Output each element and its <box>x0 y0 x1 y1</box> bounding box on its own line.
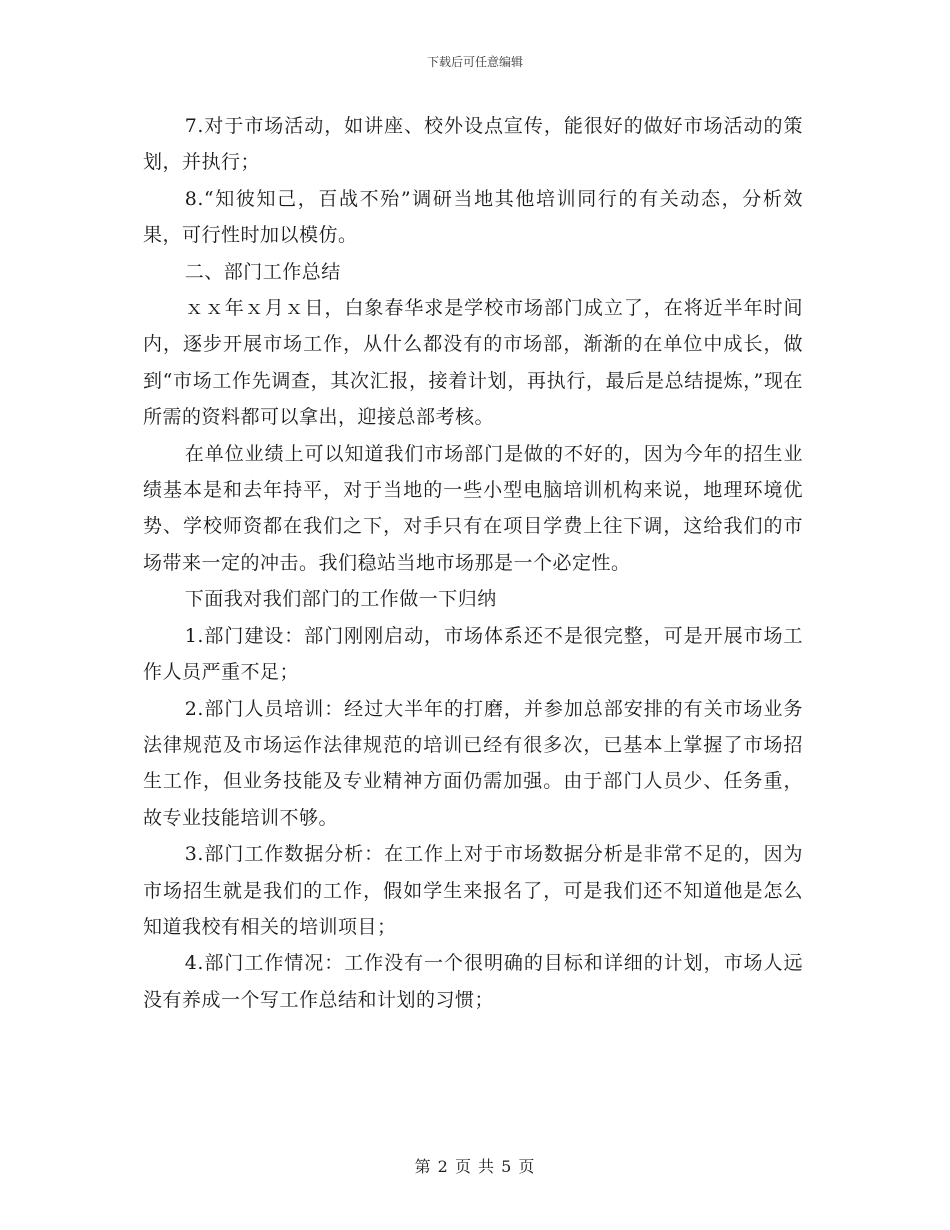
paragraph-item-8: 8.“知彼知己，百战不殆”调研当地其他培训同行的有关动态，分析效果，可行性时加以模仿。 <box>143 187 803 247</box>
section-heading: 二、部门工作总结 <box>184 260 341 283</box>
paragraph-item-2: 2.部门人员培训：经过大半年的打磨，并参加总部安排的有关市场业务法律规范及市场运作法律规范的培训已经有很多次，已基本上掌握了市场招生工作，但业务技能及专业精神方面仍需加强。由于部门人员少、任务重，故专业技能培训不够。 <box>143 697 803 829</box>
paragraph-item-3: 3.部门工作数据分析：在工作上对于市场数据分析是非常不足的，因为市场招生就是我们的工作，假如学生来报名了，可是我们还不知道他是怎么知道我校有相关的培训项目； <box>143 843 803 938</box>
page-header: 下载后可任意编辑 <box>426 55 523 69</box>
paragraph-item-7: 7.对于市场活动，如讲座、校外设点宣传，能很好的做好市场活动的策划，并执行； <box>143 115 803 174</box>
paragraph-intro: ｘｘ年ｘ月ｘ日，白象春华求是学校市场部门成立了，在将近半年时间内，逐步开展市场工作，从什么都没有的市场部，渐渐的在单位中成长，做到“市场工作先调查，其次汇报，接着计划，再执行，最后是总结提炼，”现在所需的资料都可以拿出，迎接总部考核。 <box>143 297 803 429</box>
paragraph-item-4: 4.部门工作情况：工作没有一个很明确的目标和详细的计划，市场人远没有养成一个写工作总结和计划的习惯； <box>143 952 803 1011</box>
paragraph-summary-lead: 下面我对我们部门的工作做一下归纳 <box>184 588 497 611</box>
document-body <box>143 108 803 1018</box>
paragraph-item-1: 1.部门建设：部门刚刚启动，市场体系还不是很完整，可是开展市场工作人员严重不足； <box>143 624 803 684</box>
page-number: 第 2 页 共 5 页 <box>414 1157 536 1176</box>
paragraph-performance: 在单位业绩上可以知道我们市场部门是做的不好的，因为今年的招生业绩基本是和去年持平，对于当地的一些小型电脑培训机构来说，地理环境优势、学校师资都在我们之下，对手只有在项目学费上往下调，这给我们的市场带来一定的冲击。我们稳站当地市场那是一个必定性。 <box>143 442 803 574</box>
